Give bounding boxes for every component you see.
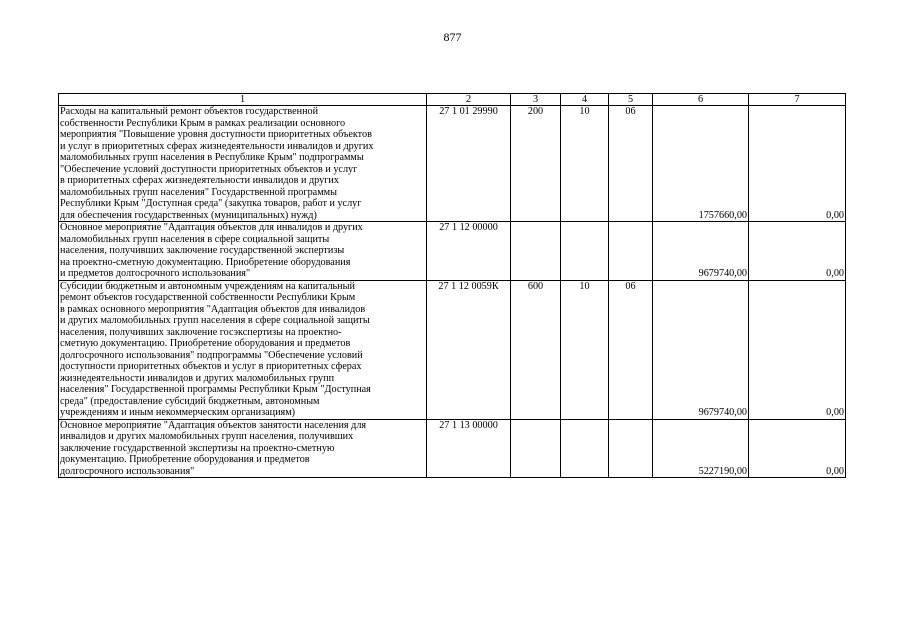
row-col6: 5227190,00 <box>653 419 749 478</box>
row-code: 27 1 13 00000 <box>427 419 511 478</box>
row-description: Основное мероприятие "Адаптация объектов для инвалидов и других маломобильных групп населения в сфере социальной защиты населения, получивших заключение государственной экспертизы на проектно-сметную документацию. Приобретение оборудования и предметов долгосрочного использования" <box>59 222 427 281</box>
table-row <box>59 106 846 222</box>
row-col5 <box>609 222 653 281</box>
row-col5: 06 <box>609 106 653 222</box>
table-row <box>59 222 846 281</box>
row-col3 <box>511 419 561 478</box>
row-col3: 200 <box>511 106 561 222</box>
row-col6: 1757660,00 <box>653 106 749 222</box>
page-number: 877 <box>443 30 462 44</box>
row-col7: 0,00 <box>749 106 846 222</box>
row-col6: 9679740,00 <box>653 280 749 419</box>
row-code: 27 1 12 0059К <box>427 280 511 419</box>
row-col4 <box>561 419 609 478</box>
table-row <box>59 280 846 419</box>
row-col4: 10 <box>561 106 609 222</box>
row-col4: 10 <box>561 280 609 419</box>
row-col5: 06 <box>609 280 653 419</box>
column-header: 7 <box>749 94 846 106</box>
column-header: 2 <box>427 94 511 106</box>
row-col7: 0,00 <box>749 280 846 419</box>
row-code: 27 1 01 29990 <box>427 106 511 222</box>
row-code: 27 1 12 00000 <box>427 222 511 281</box>
table-row <box>59 419 846 478</box>
budget-table <box>58 93 846 478</box>
column-header: 3 <box>511 94 561 106</box>
row-col3: 600 <box>511 280 561 419</box>
header-row <box>59 94 846 106</box>
row-col7: 0,00 <box>749 419 846 478</box>
row-col6: 9679740,00 <box>653 222 749 281</box>
column-header: 4 <box>561 94 609 106</box>
row-col7: 0,00 <box>749 222 846 281</box>
row-col3 <box>511 222 561 281</box>
row-col4 <box>561 222 609 281</box>
column-header: 5 <box>609 94 653 106</box>
row-col5 <box>609 419 653 478</box>
column-header: 1 <box>59 94 427 106</box>
column-header: 6 <box>653 94 749 106</box>
row-description: Расходы на капитальный ремонт объектов государственной собственности Республики Крым в рамках реализации основного мероприятия "Повышение уровня доступности приоритетных объектов и услуг в приоритетных сферах жизнедеятельности инвалидов и других маломобильных групп населения в Республике Крым" подпрограммы "Обеспечение условий доступности приоритетных объектов и услуг в приоритетных сферах жизнедеятельности инвалидов и других маломобильных групп населения" Государственной программы Республики Крым "Доступная среда" (закупка товаров, работ и услуг для обеспечения государственных (муниципальных) нужд) <box>59 106 427 222</box>
row-description: Субсидии бюджетным и автономным учреждениям на капитальный ремонт объектов государственной собственности Республики Крым в рамках основного мероприятия "Адаптация объектов для инвалидов и других маломобильных групп населения в сфере социальной защиты населения, получивших заключение госэкспертизы на проектно- сметную документацию. Приобретение оборудования и предметов долгосрочного использования" подпрограммы "Обеспечение условий доступности приоритетных объектов и услуг в приоритетных сферах жизнедеятельности инвалидов и других маломобильных групп населения" Государственной программы Республики Крым "Доступная среда" (предоставление субсидий бюджетным, автономным учреждениям и иным некоммерческим организациям) <box>59 280 427 419</box>
row-description: Основное мероприятие "Адаптация объектов занятости населения для инвалидов и других маломобильных групп населения, получивших заключение государственной экспертизы на проектно-сметную документацию. Приобретение оборудования и предметов долгосрочного использования" <box>59 419 427 478</box>
